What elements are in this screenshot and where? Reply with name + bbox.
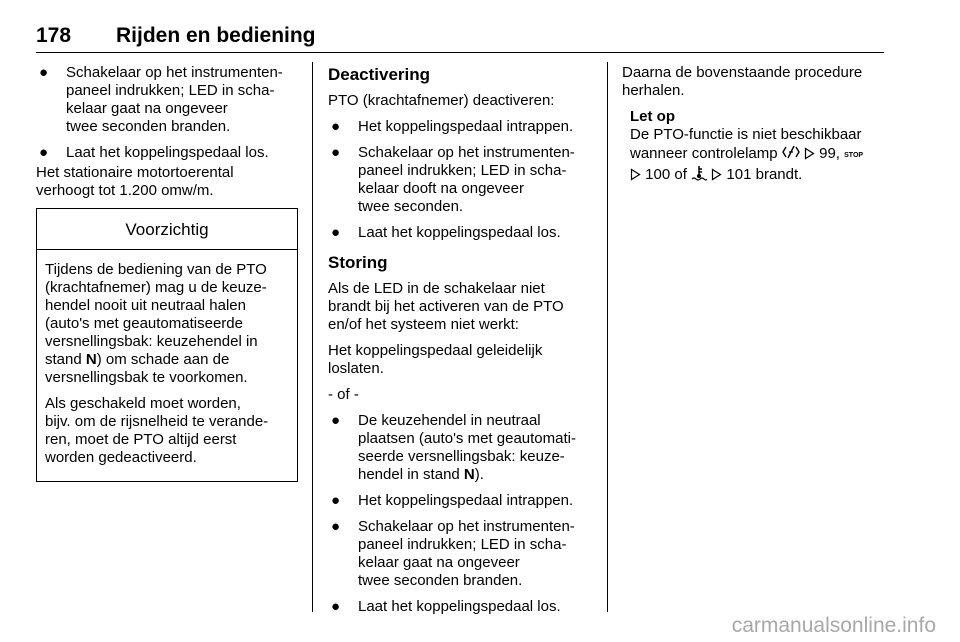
column-divider-1 [312, 62, 313, 612]
column-3 [622, 64, 890, 186]
warning-body [37, 250, 297, 481]
watermark: carmanualsonline.info [731, 614, 936, 637]
paragraph: Het koppelingspedaal geleidelijk loslaten. [328, 342, 543, 377]
list-item: ● Het koppelingspedaal intrappen. [331, 492, 574, 509]
paragraph: Als de LED in de schakelaar niet brandt bij het activeren van de PTO en/of het systeem niet werkt: [328, 280, 564, 333]
page-header [36, 22, 884, 53]
paragraph: Het stationaire motortoerental verhoogt tot 1.200 omw/m. [36, 164, 234, 199]
bullet-icon: ● [39, 64, 49, 81]
coolant-temperature-icon [691, 165, 707, 186]
heading-storing: Storing [328, 253, 388, 272]
list-item: ● Schakelaar op het instrumenten- paneel indrukken; LED in scha- kelaar dooft na ongeveer twee seconden. [331, 144, 575, 215]
arrow-ref-icon [630, 168, 641, 186]
list-item: ● Het koppelingspedaal intrappen. [331, 118, 574, 135]
column-1 [36, 64, 300, 482]
bullet-icon: ● [331, 224, 341, 241]
column-2 [328, 64, 596, 624]
warning-box [36, 208, 298, 482]
list-item: ● Laat het koppelingspedaal los. [331, 598, 561, 615]
list-item: ● Laat het koppelingspedaal los. [331, 224, 561, 241]
warning-paragraph-2: Als geschakeld moet worden, bijv. om de rijsnelheid te verande- ren, moet de PTO altijd eerst worden gedeactiveerd. [45, 395, 269, 466]
list-item: ● Laat het koppelingspedaal los. [39, 144, 269, 161]
stop-icon: STOP [844, 152, 864, 159]
or-separator: - of - [328, 386, 359, 403]
note-box: Let op De PTO-functie is niet beschikbaar wanneer controlelamp 99, STOP 100 of 101 brandt. [622, 108, 890, 186]
bullet-icon: ● [39, 144, 49, 161]
page-title: Rijden en bediening [116, 24, 316, 47]
bullet-icon: ● [331, 412, 341, 429]
list-item: ● De keuzehendel in neutraal plaatsen (auto's met geautomati- seerde versnellingsbak: keuze- hendel in stand N). [331, 412, 576, 483]
warning-title: Voorzichtig [37, 209, 297, 250]
bullet-icon: ● [331, 518, 341, 535]
column-divider-2 [607, 62, 608, 612]
page-number: 178 [36, 24, 72, 47]
list-item: ● Schakelaar op het instrumenten- paneel indrukken; LED in scha- kelaar gaat na ongeveer twee seconden branden. [331, 518, 575, 589]
note-title: Let op [630, 108, 675, 125]
arrow-ref-icon [804, 147, 815, 165]
heading-deactivering: Deactivering [328, 65, 431, 84]
warning-paragraph-1: Tijdens de bediening van de PTO (krachtafnemer) mag u de keuze- hendel nooit uit neutraal halen (auto's met geautomatiseerde versnellingsbak: keuzehendel in stand N) om schade aan de versnellingsbak te voorkomen. [45, 261, 267, 386]
arrow-ref-icon [711, 168, 722, 186]
bullet-icon: ● [331, 118, 341, 135]
paragraph: Daarna de bovenstaande procedure herhalen. [622, 64, 863, 99]
list-item: ● Schakelaar op het instrumenten- paneel indrukken; LED in scha- kelaar gaat na ongeveer twee seconden branden. [39, 64, 283, 135]
bullet-icon: ● [331, 598, 341, 615]
bullet-icon: ● [331, 492, 341, 509]
bullet-icon: ● [331, 144, 341, 161]
paragraph: PTO (krachtafnemer) deactiveren: [328, 92, 555, 109]
traction-control-icon [782, 144, 800, 165]
